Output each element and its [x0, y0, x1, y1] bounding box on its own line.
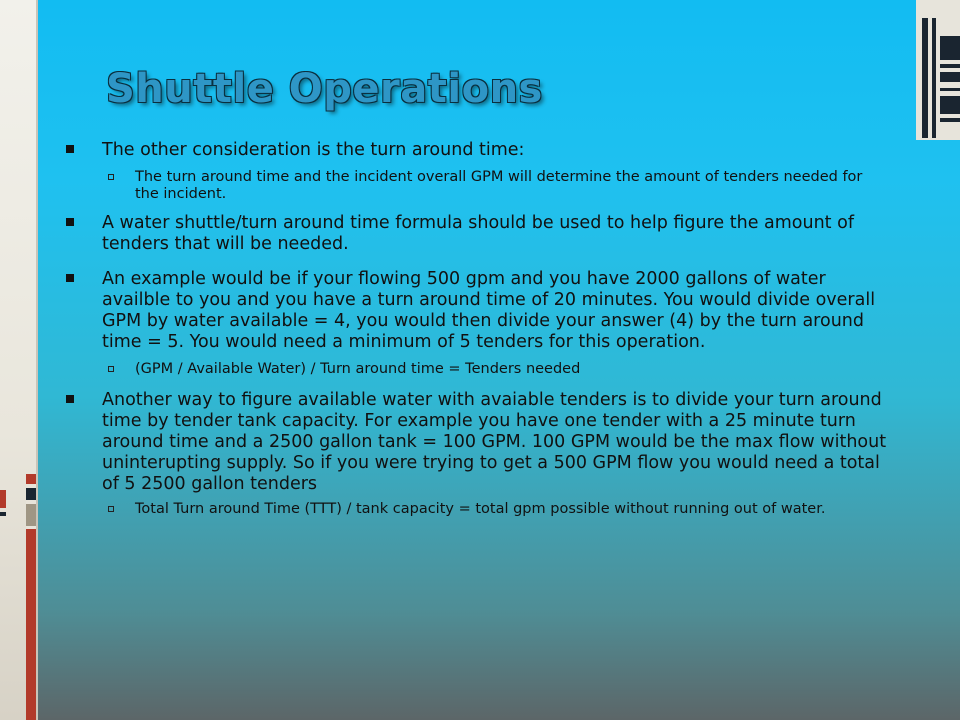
- square-bullet-icon: [66, 218, 74, 226]
- bullet-text: The turn around time and the incident overall GPM will determine the amount of tenders needed for the incident.: [135, 169, 863, 202]
- bullet-item: [60, 140, 890, 161]
- hollow-square-bullet-icon: [108, 366, 114, 372]
- bullet-item: [60, 269, 890, 353]
- sub-bullet-item: [60, 501, 890, 518]
- corner-decoration-top-right: [916, 0, 960, 140]
- bullet-item: [60, 390, 890, 495]
- bullet-text: A water shuttle/turn around time formula should be used to help figure the amount of tenders that will be needed.: [102, 213, 854, 254]
- square-bullet-icon: [66, 274, 74, 282]
- bullet-text: Total Turn around Time (TTT) / tank capacity = total gpm possible without running out of water.: [135, 501, 826, 517]
- hollow-square-bullet-icon: [108, 174, 114, 180]
- bullet-item: [60, 213, 890, 255]
- bullet-text: An example would be if your flowing 500 gpm and you have 2000 gallons of water availble to you and you have a turn around time of 20 minutes. You would divide overall GPM by water available = 4, you would then divide your answer (4) by the turn around time = 5. You would need a minimum of 5 tenders for this operation.: [102, 269, 876, 352]
- hollow-square-bullet-icon: [108, 506, 114, 512]
- slide-title: Shuttle Operations: [106, 66, 543, 112]
- bullet-text: Another way to figure available water with avaiable tenders is to divide your turn around time by tender tank capacity. For example you have one tender with a 25 minute turn around time and a 2500 gallon tank = 100 GPM. 100 GPM would be the max flow without uninterupting supply. So if you were trying to get a 500 GPM flow you would need a total of 5 2500 gallon tenders: [102, 390, 887, 494]
- bullet-text: The other consideration is the turn around time:: [102, 140, 525, 160]
- sub-bullet-item: [60, 169, 890, 203]
- accent-stripes-left: [0, 470, 38, 720]
- square-bullet-icon: [66, 145, 74, 153]
- sub-bullet-item: [60, 361, 890, 378]
- bullet-list: [60, 140, 890, 518]
- bullet-text: (GPM / Available Water) / Turn around time = Tenders needed: [135, 361, 581, 377]
- square-bullet-icon: [66, 395, 74, 403]
